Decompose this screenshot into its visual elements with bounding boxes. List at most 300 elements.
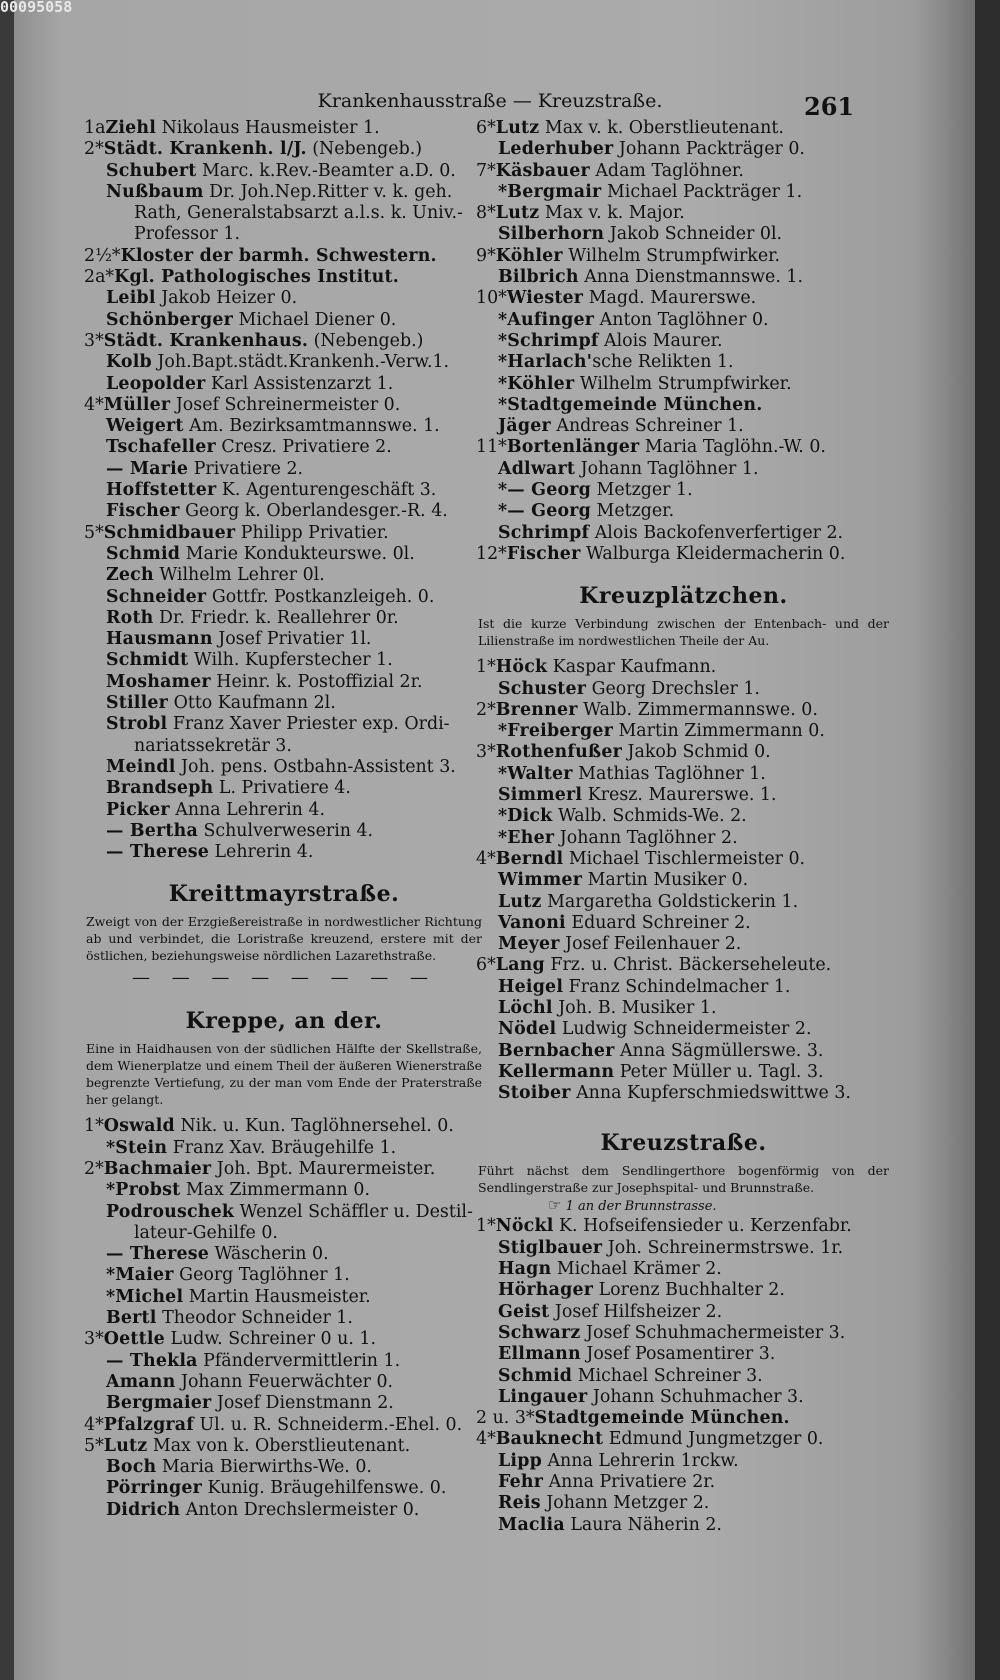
resident-details: Philipp Privatier. — [235, 522, 389, 543]
resident-name: Hausmann — [106, 629, 213, 650]
directory-entry — [84, 1436, 484, 1457]
resident-details: Max v. k. Major. — [539, 203, 685, 224]
resident-name: Stadtgemeinde München. — [534, 1408, 790, 1429]
directory-entry — [476, 1429, 891, 1450]
section-separator: — — — — — — — — — [131, 967, 437, 989]
resident-name: Schneider — [106, 586, 207, 607]
continuation-line: lateur-Gehilfe 0. — [134, 1222, 278, 1243]
directory-entry — [476, 544, 891, 565]
entries-krankenhausstrasse-2 — [84, 246, 484, 736]
resident-details: Franz Schindelmacher 1. — [563, 976, 791, 997]
directory-entry — [84, 1372, 484, 1393]
resident-details: Wilhelm Lehrer 0l. — [153, 565, 325, 586]
directory-entry — [84, 778, 484, 799]
directory-entry — [84, 1457, 484, 1478]
continuation-lines — [84, 736, 484, 757]
directory-entry — [476, 523, 891, 544]
running-head: Krankenhausstraße — Kreuzstraße. — [317, 90, 663, 112]
resident-details: Michael Krämer 2. — [551, 1259, 722, 1280]
resident-details: Wilhelm Strumpfwirker. — [574, 373, 792, 394]
resident-details: Josef Hilfsheizer 2. — [549, 1301, 723, 1322]
house-number: 2* — [476, 699, 496, 720]
resident-name: Nödel — [498, 1019, 557, 1040]
house-number: 1* — [84, 1116, 104, 1137]
house-number: 5* — [84, 1435, 104, 1456]
directory-entry — [476, 1302, 891, 1323]
directory-entry — [476, 977, 891, 998]
directory-entry — [84, 1116, 484, 1137]
resident-details: Michael Diener 0. — [233, 309, 397, 330]
resident-name: Meindl — [106, 756, 176, 777]
directory-entry — [476, 934, 891, 955]
directory-entry — [84, 544, 484, 565]
resident-name: Jäger — [498, 416, 551, 437]
resident-details: Michael Packträger 1. — [601, 181, 803, 202]
resident-details: Georg Drechsler 1. — [586, 678, 760, 699]
resident-name: Bertl — [106, 1308, 157, 1329]
resident-name: Schmidbauer — [103, 522, 236, 543]
directory-entry — [476, 828, 891, 849]
resident-details: Joh.Bapt.städt.Krankenh.-Verw.1. — [151, 352, 450, 373]
resident-name: *Schrimpf — [498, 330, 599, 351]
resident-details: Anna Lehrerin 1rckw. — [541, 1450, 739, 1471]
resident-name: Tschafeller — [106, 437, 216, 458]
resident-name: Ziehl — [105, 118, 157, 138]
resident-details: Wilh. Kupferstecher 1. — [188, 650, 393, 671]
resident-details: K. Agenturengeschäft 3. — [216, 480, 437, 501]
resident-details: Marc. k.Rev.-Beamter a.D. 0. — [196, 160, 456, 181]
directory-entry — [476, 459, 891, 480]
directory-entry — [476, 480, 891, 501]
directory-entry — [84, 587, 484, 608]
resident-name: — Marie — [106, 458, 189, 479]
resident-details: (Nebengeb.) — [306, 139, 423, 160]
resident-details: Mathias Taglöhner 1. — [572, 763, 766, 784]
house-number: 8* — [476, 203, 496, 224]
resident-details: Josef Posamentirer 3. — [580, 1344, 776, 1365]
directory-entry — [84, 800, 484, 821]
resident-name: Zech — [106, 565, 154, 586]
resident-details: Heinr. k. Postoffizial 2r. — [210, 671, 423, 692]
resident-name: Reis — [498, 1493, 541, 1514]
directory-entry — [84, 565, 484, 586]
directory-entry — [476, 806, 891, 827]
resident-name: Müller — [103, 394, 171, 415]
resident-name: *Probst — [106, 1180, 181, 1201]
resident-name: Lipp — [498, 1450, 542, 1471]
resident-name: Simmerl — [498, 785, 583, 806]
directory-entry — [476, 1062, 891, 1083]
resident-details: Josef Dienstmann 2. — [211, 1393, 394, 1414]
resident-name: Roth — [106, 607, 154, 628]
house-number: 4* — [476, 848, 496, 869]
directory-entry — [84, 161, 484, 182]
resident-details: Otto Kaufmann 2l. — [168, 693, 336, 714]
resident-details: sche Relikten 1. — [592, 352, 734, 373]
resident-details: Josef Feilenhauer 2. — [559, 934, 742, 955]
resident-name: *Eher — [498, 827, 555, 848]
resident-name: Hörhager — [498, 1280, 594, 1301]
resident-name: *Stadtgemeinde München. — [498, 394, 763, 415]
pointing-hand-icon: ☞ — [548, 1196, 562, 1215]
resident-name: *Freiberger — [498, 721, 613, 742]
directory-entry — [476, 785, 891, 806]
resident-name: Stiller — [106, 693, 169, 714]
resident-name: Bachmaier — [103, 1158, 212, 1179]
directory-entry — [84, 693, 484, 714]
resident-name: Nußbaum — [106, 181, 204, 202]
resident-details: Dr. Joh.Nep.Ritter v. k. geh. — [203, 181, 453, 202]
entries-kreuzstrasse — [476, 1216, 891, 1535]
resident-details: Jakob Schmid 0. — [621, 742, 771, 763]
resident-name: Lutz — [103, 1435, 148, 1456]
directory-entry — [84, 608, 484, 629]
resident-details: Joh. Bpt. Maurermeister. — [211, 1158, 436, 1179]
section-description: Zweigt von der Erzgießereistraße in nordwestlicher Richtung ab und verbindet, die Loristraße kreuzend, erstere mit der östlichen, beziehungsweise nördlichen Lazarethstraße. — [86, 914, 482, 964]
pointing-hand-note — [476, 1196, 891, 1216]
house-number: 1* — [476, 657, 496, 678]
house-number: 2a* — [84, 267, 115, 288]
resident-details: Georg Taglöhner 1. — [173, 1265, 350, 1286]
resident-name: — Thekla — [106, 1350, 198, 1371]
house-number: 2* — [84, 139, 104, 160]
resident-details: Anton Taglöhner 0. — [594, 309, 769, 330]
resident-name: Käsbauer — [495, 160, 590, 181]
resident-name: Bilbrich — [498, 267, 579, 288]
resident-name: *Stein — [106, 1137, 168, 1158]
directory-entry — [84, 1308, 484, 1329]
resident-details: Michael Schreiner 3. — [572, 1365, 763, 1386]
resident-details: Johann Metzger 2. — [540, 1493, 710, 1514]
resident-details: Johann Taglöhner 1. — [575, 458, 759, 479]
directory-entry — [476, 764, 891, 785]
directory-entry — [84, 1265, 484, 1286]
directory-entry — [476, 1323, 891, 1344]
resident-details: Johann Schuhmacher 3. — [587, 1386, 804, 1407]
directory-entry — [476, 501, 891, 522]
resident-name: Schönberger — [106, 309, 234, 330]
resident-name: Maclia — [498, 1514, 565, 1535]
resident-name: Bortenlänger — [506, 437, 640, 458]
resident-name: Schrimpf — [498, 522, 590, 543]
resident-name: Kloster der barmh. Schwestern. — [120, 245, 437, 266]
right-column — [476, 118, 891, 1536]
resident-name: Schmidt — [106, 650, 189, 671]
resident-name: *Dick — [498, 806, 553, 827]
directory-entry — [476, 849, 891, 870]
resident-name: Moshamer — [106, 671, 211, 692]
resident-details: Walb. Schmids-We. 2. — [552, 806, 747, 827]
directory-entry — [476, 1515, 891, 1536]
resident-name: *Bergmair — [498, 181, 602, 202]
house-number: 1* — [476, 1216, 496, 1237]
directory-entry — [84, 459, 484, 480]
directory-entry — [476, 913, 891, 934]
directory-entry — [84, 1138, 484, 1159]
resident-details: Joh. B. Musiker 1. — [552, 997, 717, 1018]
resident-details: Anna Kupferschmiedswittwe 3. — [570, 1083, 851, 1104]
resident-details: Anton Drechslermeister 0. — [180, 1499, 420, 1520]
section-heading-kreppe: Kreppe, an der. — [185, 1008, 383, 1035]
directory-entry — [84, 714, 484, 735]
house-number: 1a — [84, 118, 106, 138]
resident-name: *— Georg — [498, 480, 591, 501]
resident-details: Johann Feuerwächter 0. — [175, 1371, 394, 1392]
resident-name: Bergmaier — [106, 1393, 212, 1414]
resident-details: Anna Dienstmannswe. 1. — [578, 267, 803, 288]
house-number: 9* — [476, 245, 496, 266]
resident-details: Anna Privatiere 2r. — [543, 1472, 716, 1493]
resident-name: Löchl — [498, 997, 553, 1018]
resident-details: Martin Zimmermann 0. — [612, 721, 825, 742]
directory-entry — [84, 1500, 484, 1521]
directory-entry — [84, 1287, 484, 1308]
directory-entry — [476, 331, 891, 352]
directory-entry — [476, 742, 891, 763]
resident-name: Städt. Krankenhaus. — [103, 330, 309, 351]
directory-entry — [476, 1259, 891, 1280]
directory-entry — [84, 1415, 484, 1436]
resident-name: Fischer — [506, 543, 581, 564]
directory-entry — [476, 203, 891, 224]
directory-entry — [476, 892, 891, 913]
resident-name: Adlwart — [498, 458, 576, 479]
resident-details: Max v. k. Oberstlieutenant. — [539, 118, 784, 138]
house-number: 4* — [476, 1429, 496, 1450]
resident-details: Johann Packträger 0. — [613, 139, 805, 160]
resident-details: Edmund Jungmetzger 0. — [603, 1429, 824, 1450]
resident-details: (Nebengeb.) — [308, 330, 424, 351]
section-description: Ist die kurze Verbindung zwischen der Entenbach- und der Lilienstraße im nordwestlichen Theile der Au. — [478, 616, 889, 649]
resident-details: Anna Sägmüllerswe. 3. — [614, 1040, 824, 1061]
directory-entry — [84, 437, 484, 458]
resident-details: Kunig. Bräugehilfenswe. 0. — [201, 1478, 447, 1499]
house-number: 2* — [84, 1158, 104, 1179]
resident-details: Kaspar Kaufmann. — [547, 657, 717, 678]
directory-entry — [476, 310, 891, 331]
directory-entry — [84, 331, 484, 352]
resident-name: Pörringer — [106, 1478, 202, 1499]
resident-details: Magd. Maurerswe. — [583, 288, 757, 309]
resident-name: Kgl. Pathologisches Institut. — [114, 267, 399, 288]
directory-entry — [476, 721, 891, 742]
entries-kreppe — [84, 1116, 484, 1222]
resident-details: Lehrerin 4. — [208, 842, 314, 863]
directory-entry — [84, 288, 484, 309]
directory-entry — [84, 139, 484, 160]
resident-name: Lingauer — [498, 1386, 588, 1407]
resident-details: Alois Backofenverfertiger 2. — [589, 522, 844, 543]
resident-details: Anna Lehrerin 4. — [169, 799, 325, 820]
resident-name: Geist — [498, 1301, 550, 1322]
resident-details: Nik. u. Kun. Taglöhnersehel. 0. — [174, 1116, 454, 1137]
resident-details: Wäscherin 0. — [208, 1244, 329, 1265]
directory-entry — [476, 374, 891, 395]
section-heading-kreittmayrstrasse: Kreittmayrstraße. — [168, 881, 400, 908]
resident-details: Franz Xav. Bräugehilfe 1. — [167, 1137, 397, 1158]
directory-entry — [84, 1159, 484, 1180]
resident-name: Lang — [495, 955, 545, 976]
directory-entry — [84, 501, 484, 522]
directory-entry — [476, 267, 891, 288]
resident-details: L. Privatiere 4. — [213, 778, 351, 799]
resident-details: Pfändervermittlerin 1. — [197, 1350, 401, 1371]
resident-details: Wenzel Schäffler u. Destil- — [234, 1201, 473, 1222]
resident-name: Oettle — [103, 1329, 165, 1350]
resident-name: Wimmer — [498, 870, 583, 891]
directory-entry — [84, 821, 484, 842]
resident-name: Fehr — [498, 1472, 544, 1493]
resident-name: Höck — [495, 657, 548, 678]
resident-name: Bernbacher — [498, 1040, 615, 1061]
resident-name: Ellmann — [498, 1344, 581, 1365]
resident-details: Josef Privatier 1l. — [212, 629, 372, 650]
directory-entry — [476, 1083, 891, 1104]
resident-details: Georg k. Oberlandesger.-R. 4. — [179, 501, 448, 522]
house-number: 7* — [476, 160, 496, 181]
directory-entry — [476, 1344, 891, 1365]
resident-name: — Therese — [106, 1244, 209, 1265]
directory-entry — [84, 1351, 484, 1372]
directory-entry — [476, 998, 891, 1019]
resident-details: Walburga Kleidermacherin 0. — [580, 543, 846, 564]
resident-name: Wiester — [506, 288, 584, 309]
directory-entry — [476, 679, 891, 700]
resident-name: *Maier — [106, 1265, 174, 1286]
house-number: 2 u. 3* — [476, 1408, 535, 1429]
resident-name: Oswald — [103, 1116, 175, 1137]
resident-name: Lederhuber — [498, 139, 614, 160]
resident-details: Margaretha Goldstickerin 1. — [541, 891, 799, 912]
resident-name: Schuster — [498, 678, 587, 699]
resident-name: Didrich — [106, 1499, 181, 1520]
directory-entry — [476, 1238, 891, 1259]
entries-krankenhausstrasse-cont — [476, 118, 891, 565]
resident-details: Marie Kondukteurswe. 0l. — [180, 543, 415, 564]
resident-details: Adam Taglöhner. — [589, 160, 744, 181]
directory-entry — [476, 224, 891, 245]
resident-details: Ludw. Schreiner 0 u. 1. — [164, 1329, 377, 1350]
resident-details: Ul. u. R. Schneiderm.-Ehel. 0. — [193, 1414, 463, 1435]
resident-details: Martin Musiker 0. — [582, 870, 749, 891]
house-number: 3* — [84, 1329, 104, 1350]
house-number: 10* — [476, 288, 507, 309]
resident-name: Schubert — [106, 160, 197, 181]
resident-details: Karl Assistenzarzt 1. — [205, 373, 394, 394]
resident-name: Schmid — [498, 1365, 573, 1386]
house-number: 3* — [84, 330, 104, 351]
resident-name: Rothenfußer — [495, 742, 622, 763]
archive-stamp: 00095058 — [0, 0, 73, 14]
house-number: 3* — [476, 742, 496, 763]
directory-entry — [84, 523, 484, 544]
directory-entry — [476, 1280, 891, 1301]
directory-entry — [476, 657, 891, 678]
resident-details: Josef Schuhmachermeister 3. — [580, 1322, 846, 1343]
resident-name: Heigel — [498, 976, 564, 997]
house-number: 4* — [84, 394, 104, 415]
directory-entry — [84, 246, 484, 267]
resident-details: Laura Näherin 2. — [564, 1514, 722, 1535]
directory-entry — [84, 352, 484, 373]
directory-entry — [476, 395, 891, 416]
directory-entry — [476, 182, 891, 203]
resident-name: Vanoni — [498, 912, 566, 933]
resident-details: Andreas Schreiner 1. — [550, 416, 744, 437]
directory-entry — [84, 842, 484, 863]
house-number: 6* — [476, 955, 496, 976]
continuation-line: Rath, Generalstabsarzt a.l.s. k. Univ.- — [134, 203, 463, 224]
resident-details: Eduard Schreiner 2. — [565, 912, 751, 933]
directory-entry — [84, 757, 484, 778]
resident-name: Schmid — [106, 543, 181, 564]
directory-entry — [84, 1329, 484, 1350]
directory-entry — [84, 310, 484, 331]
resident-name: Brandseph — [106, 778, 214, 799]
resident-name: Weigert — [106, 416, 184, 437]
page-number: 261 — [804, 92, 855, 121]
resident-details: Johann Taglöhner 2. — [554, 827, 738, 848]
note-text: 1 an der Brunnstrasse. — [565, 1199, 717, 1215]
directory-entry — [476, 1041, 891, 1062]
resident-details: Privatiere 2. — [188, 458, 304, 479]
resident-details: Lorenz Buchhalter 2. — [593, 1280, 785, 1301]
house-number: 12* — [476, 543, 507, 564]
left-column — [84, 118, 484, 1521]
resident-name: Kolb — [106, 352, 152, 373]
resident-name: Boch — [106, 1457, 157, 1478]
resident-name: *Michel — [106, 1286, 184, 1307]
directory-entry — [84, 1202, 484, 1223]
continuation-lines — [84, 1223, 484, 1244]
resident-details: K. Hofseifensieder u. Kerzenfabr. — [553, 1216, 852, 1237]
entries-kreppe-2 — [84, 1244, 484, 1521]
directory-entry — [476, 955, 891, 976]
resident-details: Franz Xaver Priester exp. Ordi- — [167, 714, 450, 735]
section-description: Führt nächst dem Sendlingerthore bogenförmig von der Sendlingerstraße zur Josephspital- und Brunnstraße. — [478, 1163, 889, 1196]
entries-kreuzplaetzchen — [476, 657, 891, 1104]
directory-entry — [84, 416, 484, 437]
resident-details: Theodor Schneider 1. — [156, 1308, 353, 1329]
resident-details: Josef Schreinermeister 0. — [170, 394, 401, 415]
resident-details: Schulverweserin 4. — [197, 820, 374, 841]
directory-entry — [476, 1387, 891, 1408]
resident-name: — Therese — [106, 842, 209, 863]
resident-details: Dr. Friedr. k. Reallehrer 0r. — [153, 607, 399, 628]
directory-entry — [476, 161, 891, 182]
section-heading-kreuzstrasse: Kreuzstraße. — [600, 1130, 767, 1157]
resident-details: Metzger 1. — [590, 480, 693, 501]
resident-details: Maria Bierwirths-We. 0. — [156, 1457, 372, 1478]
resident-name: Leopolder — [106, 373, 206, 394]
resident-details: Walb. Zimmermannswe. 0. — [577, 699, 818, 720]
directory-entry — [84, 1393, 484, 1414]
directory-entry — [84, 650, 484, 671]
directory-entry — [476, 416, 891, 437]
directory-entry — [476, 1366, 891, 1387]
directory-entry — [84, 1244, 484, 1265]
directory-entry — [476, 1451, 891, 1472]
resident-name: *Walter — [498, 763, 573, 784]
directory-entry — [476, 870, 891, 891]
continuation-lines — [84, 203, 484, 246]
house-number: 4* — [84, 1414, 104, 1435]
resident-details: Kresz. Maurerswe. 1. — [582, 785, 777, 806]
resident-name: Meyer — [498, 934, 560, 955]
resident-details: Michael Tischlermeister 0. — [563, 848, 806, 869]
directory-entry — [476, 700, 891, 721]
resident-name: Schwarz — [498, 1322, 581, 1343]
